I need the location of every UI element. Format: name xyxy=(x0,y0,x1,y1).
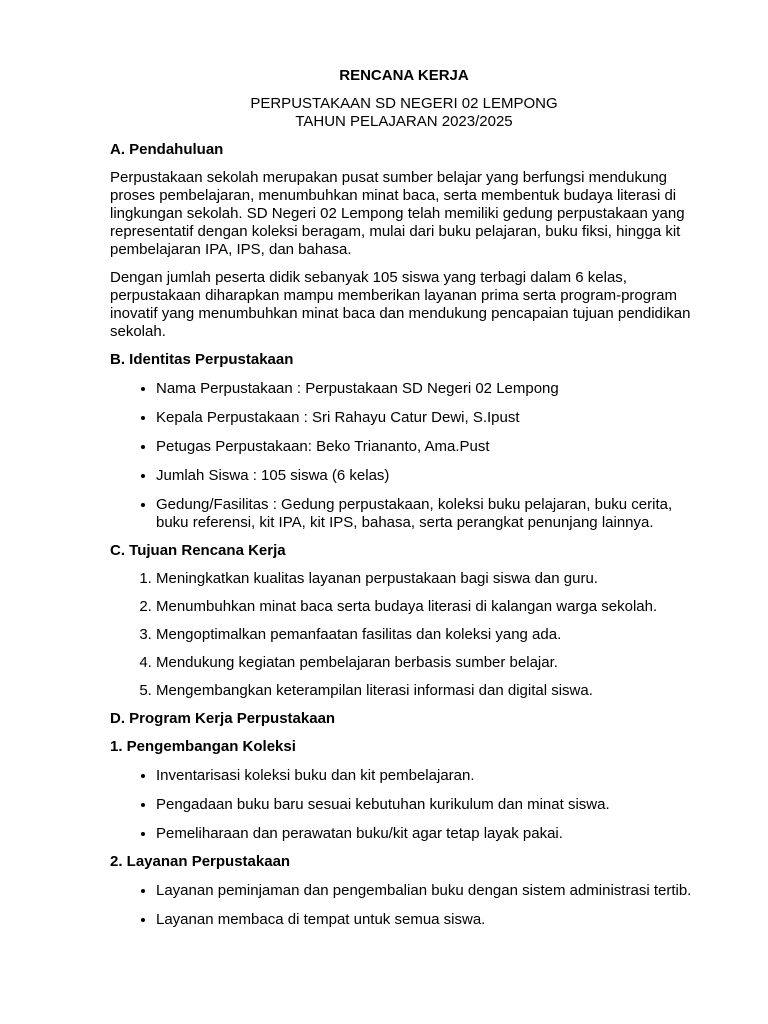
subsection-d2-heading: 2. Layanan Perpustakaan xyxy=(110,853,291,870)
list-item: 2. Menumbuhkan minat baca serta budaya literasi di kalangan warga sekolah. xyxy=(156,598,698,616)
list-item: • Pemeliharaan dan perawatan buku/kit agar tetap layak pakai. xyxy=(156,824,698,843)
subtitle-line-2: TAHUN PELAJARAN 2023/2025 xyxy=(295,113,513,130)
section-c-heading: C. Tujuan Rencana Kerja xyxy=(110,542,286,559)
list-item: • Nama Perpustakaan : Perpustakaan SD Negeri 02 Lempong xyxy=(156,379,698,398)
collection-list xyxy=(110,766,698,843)
document-subtitle xyxy=(110,95,698,131)
list-item: 1. Meningkatkan kualitas layanan perpustakaan bagi siswa dan guru. xyxy=(156,570,698,588)
objectives-list xyxy=(110,570,698,700)
list-item: • Inventarisasi koleksi buku dan kit pembelajaran. xyxy=(156,766,698,785)
subtitle-line-1: PERPUSTAKAAN SD NEGERI 02 LEMPONG xyxy=(250,95,558,112)
list-item: • Jumlah Siswa : 105 siswa (6 kelas) xyxy=(156,466,698,485)
section-b-heading: B. Identitas Perpustakaan xyxy=(110,351,294,368)
section-a-paragraph-1: Perpustakaan sekolah merupakan pusat sumber belajar yang berfungsi mendukung proses pembelajaran, menumbuhkan minat baca, serta membentuk budaya literasi di lingkungan sekolah. SD Negeri 02 Lempong telah memiliki gedung perpustakaan yang representatif dengan koleksi beragam, mulai dari buku pelajaran, buku fiksi, hingga kit pembelajaran IPA, IPS, dan bahasa. xyxy=(110,169,685,258)
document-title: RENCANA KERJA xyxy=(339,67,469,84)
list-item: 5. Mengembangkan keterampilan literasi informasi dan digital siswa. xyxy=(156,682,698,700)
list-item: • Layanan peminjaman dan pengembalian buku dengan sistem administrasi tertib. xyxy=(156,881,698,900)
list-item: • Kepala Perpustakaan : Sri Rahayu Catur Dewi, S.Ipust xyxy=(156,408,698,427)
list-item: • Layanan membaca di tempat untuk semua siswa. xyxy=(156,910,698,929)
section-a-paragraph-2: Dengan jumlah peserta didik sebanyak 105 siswa yang terbagi dalam 6 kelas, perpustakaan diharapkan mampu memberikan layanan prima serta program-program inovatif yang menumbuhkan minat baca dan mendukung pencapaian tujuan pendidikan sekolah. xyxy=(110,269,691,340)
list-item: 3. Mengoptimalkan pemanfaatan fasilitas dan koleksi yang ada. xyxy=(156,626,698,644)
list-item: • Gedung/Fasilitas : Gedung perpustakaan, koleksi buku pelajaran, buku cerita, buku referensi, kit IPA, kit IPS, bahasa, serta perangkat penunjang lainnya. xyxy=(156,495,698,532)
section-d-heading: D. Program Kerja Perpustakaan xyxy=(110,710,336,727)
services-list xyxy=(110,881,698,929)
list-item: • Pengadaan buku baru sesuai kebutuhan kurikulum dan minat siswa. xyxy=(156,795,698,814)
identity-list xyxy=(110,379,698,532)
subsection-d1-heading: 1. Pengembangan Koleksi xyxy=(110,738,296,755)
section-a-heading: A. Pendahuluan xyxy=(110,141,224,158)
list-item: 4. Mendukung kegiatan pembelajaran berbasis sumber belajar. xyxy=(156,654,698,672)
list-item: • Petugas Perpustakaan: Beko Triananto, Ama.Pust xyxy=(156,437,698,456)
